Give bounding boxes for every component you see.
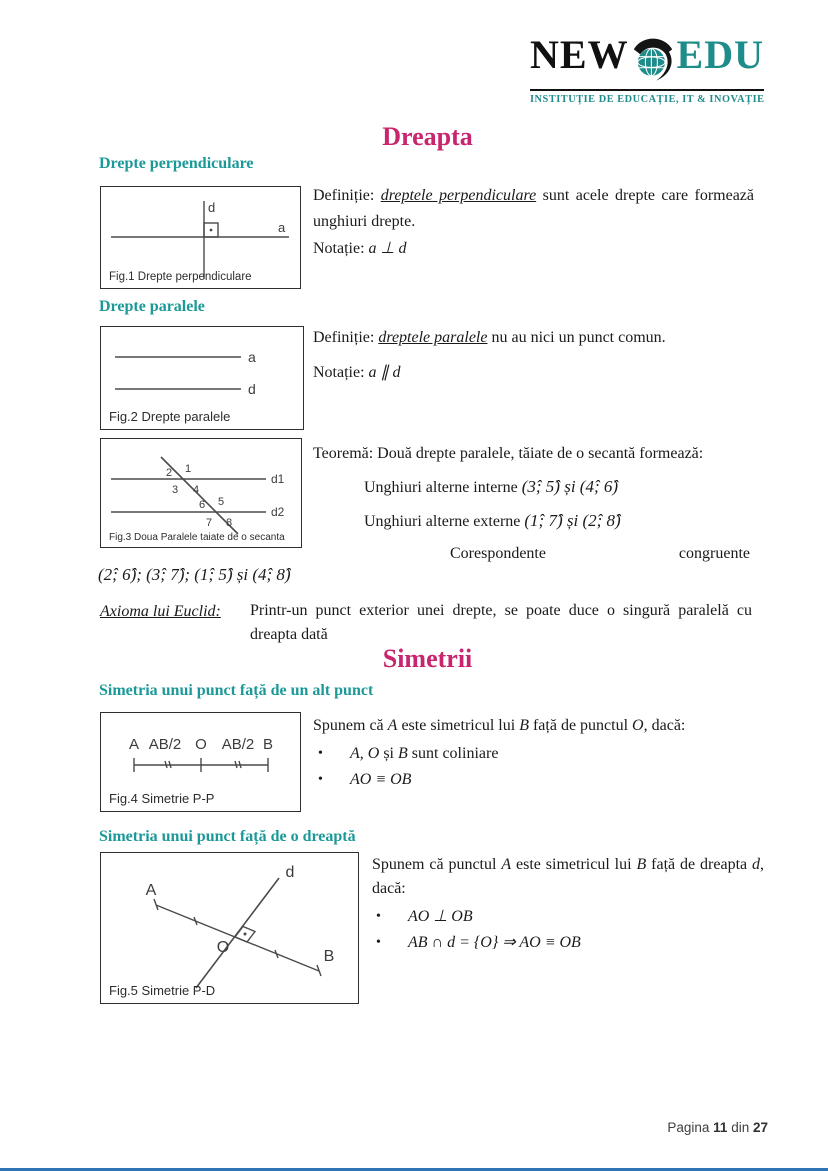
var-AOB: A, O <box>350 745 380 762</box>
heading-simetrie-punct: Simetria unui punct față de un alt punct <box>99 682 374 699</box>
fig5-label-d: d <box>285 864 295 881</box>
angle-3: 3 <box>171 484 179 496</box>
definition-label: Definiție: <box>313 329 379 346</box>
intro-part: este simetricul lui <box>397 717 520 734</box>
footer-separator: din <box>727 1120 753 1135</box>
simetrie-pd-intro <box>372 853 764 901</box>
fig1-label-d: d <box>208 200 216 215</box>
page-footer <box>667 1120 768 1135</box>
angle-1: 1 <box>184 463 192 475</box>
definition-perpendicular <box>313 183 754 235</box>
fig4-caption: Fig.4 Simetrie P-P <box>109 791 215 806</box>
bullet-ao-ob <box>318 768 411 792</box>
page-title-dreapta: Dreapta <box>382 122 473 151</box>
fig4-label-A: A <box>128 736 140 753</box>
bullet-ab-intersect-d <box>376 931 581 955</box>
fig3-label-d1: d1 <box>271 472 285 486</box>
figure-5-simetrie-pd <box>100 852 359 1004</box>
page-title-simetrii: Simetrii <box>382 644 473 673</box>
fig5-lines <box>154 878 321 988</box>
alterne-interne <box>364 474 618 501</box>
right-angle-dot <box>244 933 247 936</box>
heading-drepte-perpendiculare: Drepte perpendiculare <box>99 155 254 172</box>
footer-prefix: Pagina <box>667 1120 714 1135</box>
fig5-label-B: B <box>323 948 335 965</box>
bullet-icon: • <box>376 909 381 924</box>
fig2-caption: Fig.2 Drepte paralele <box>109 409 231 424</box>
angle-2: 2 <box>165 467 173 479</box>
externe-math: (1̂; 7̂) și (2̂; 8̂) <box>524 511 621 530</box>
figure-3-secant <box>100 438 302 548</box>
footer-total-pages: 27 <box>752 1120 768 1135</box>
theorem-text: Teoremă: Două drepte paralele, tăiate de o secantă formează: <box>313 445 704 462</box>
var-A: A <box>501 856 512 873</box>
axiom-label: Axioma lui Euclid: <box>100 603 221 620</box>
intro-part: , dacă: <box>643 717 686 734</box>
alterne-externe <box>364 508 621 535</box>
notation-formula: a ∥ d <box>368 364 401 381</box>
fig4-label-ab2-left: AB/2 <box>148 736 182 753</box>
fig5-labels <box>146 864 335 965</box>
fig5-caption: Fig.5 Simetrie P-D <box>109 983 216 998</box>
logo-word-edu: EDU <box>676 32 764 77</box>
var-B: B <box>519 717 529 734</box>
intro-part: este simetricul lui <box>511 856 637 873</box>
var-d: d <box>752 856 761 873</box>
fig1-label-a: a <box>278 220 286 235</box>
definition-term: dreptele paralele <box>378 329 488 346</box>
bullet-icon: • <box>318 746 323 761</box>
axiom-text: Printr-un punct exterior unei drepte, se poate duce o singură paralelă cu dreapta dată <box>250 602 752 643</box>
simetrie-pp-intro <box>313 713 755 739</box>
right-angle-dot <box>210 229 213 232</box>
externe-label: Unghiuri alterne externe <box>364 513 525 530</box>
fig4-labels <box>129 736 273 753</box>
newedu-logo-icon <box>629 24 677 86</box>
angle-8: 8 <box>225 517 233 529</box>
notation-parallel <box>313 360 401 386</box>
bullet-coliniare <box>318 742 498 766</box>
angle-6: 6 <box>198 499 206 511</box>
fig5-label-O: O <box>216 939 230 956</box>
fig3-diagram <box>101 439 300 545</box>
bullet-ao-perp-ob <box>376 905 473 929</box>
text-part: și <box>379 745 398 762</box>
angle-7: 7 <box>205 517 213 529</box>
logo-divider <box>530 89 764 91</box>
definition-parallel <box>313 325 754 351</box>
bullet-icon: • <box>318 772 323 787</box>
intro-part: , dacă: <box>372 856 765 897</box>
notation-label: Notație: <box>313 240 369 257</box>
definition-rest: sunt acele drepte care formează unghiuri drepte. <box>313 187 754 230</box>
var-B: B <box>398 745 408 762</box>
fig4-segment <box>134 758 268 772</box>
fig5-diagram <box>101 853 357 1001</box>
fig3-caption: Fig.3 Doua Paralele taiate de o secanta <box>109 532 285 543</box>
fig4-label-O: O <box>195 736 207 753</box>
intro-part: Spunem că <box>313 717 388 734</box>
fig1-caption: Fig.1 Drepte perpendiculare <box>109 271 252 283</box>
figure-4-simetrie-pp <box>100 712 301 812</box>
fig4-label-B: B <box>262 736 274 753</box>
figure-1-perpendicular <box>100 186 301 289</box>
bullet-text <box>350 742 498 766</box>
fig5-label-A: A <box>145 882 157 899</box>
fig4-diagram <box>101 713 299 788</box>
intro-part: Spunem că punctul <box>372 856 502 873</box>
bullet-formula: AO ≡ OB <box>350 771 412 788</box>
logo-word-new: NEW <box>530 32 629 77</box>
interne-math: (3̂; 5̂) și (4̂; 6̂) <box>521 477 619 496</box>
angle-4: 4 <box>192 484 200 496</box>
newedu-logo <box>530 24 764 105</box>
definition-rest: nu au nici un punct comun. <box>487 329 666 346</box>
figure-2-parallel <box>100 326 304 430</box>
var-O: O <box>632 717 644 734</box>
notation-perpendicular <box>313 236 406 262</box>
bullet-formula: AB ∩ d = {O} ⇒ AO ≡ OB <box>408 934 581 951</box>
fig2-label-d: d <box>248 381 256 397</box>
footer-page-number: 11 <box>713 1120 728 1135</box>
logo-tagline: INSTITUȚIE DE EDUCAȚIE, IT & INOVAȚIE <box>530 94 765 105</box>
intro-part: față de punctul <box>528 717 633 734</box>
text-part: sunt coliniare <box>407 745 499 762</box>
corespondente-pairs: (2̂; 6̂); (3̂; 7̂); (1̂; 5̂) și (4̂; 8̂) <box>98 565 291 584</box>
var-B: B <box>636 856 647 873</box>
congruente-word: congruente <box>678 545 750 562</box>
definition-term: dreptele perpendiculare <box>380 187 537 204</box>
fig2-lines <box>115 357 241 389</box>
corespondente-word: Corespondente <box>450 545 546 562</box>
fig4-label-ab2-right: AB/2 <box>221 736 255 753</box>
bullet-formula: AO ⊥ OB <box>408 908 473 925</box>
bullet-icon: • <box>376 935 381 950</box>
var-A: A <box>387 717 398 734</box>
fig1-lines <box>111 201 289 279</box>
interne-label: Unghiuri alterne interne <box>364 479 522 496</box>
heading-drepte-paralele: Drepte paralele <box>99 298 205 315</box>
fig3-label-d2: d2 <box>271 505 285 519</box>
intro-part: față de dreapta <box>646 856 753 873</box>
heading-simetrie-dreapta: Simetria unui punct față de o dreaptă <box>99 828 356 845</box>
notation-label: Notație: <box>313 364 369 381</box>
fig2-label-a: a <box>248 349 256 365</box>
definition-label: Definiție: <box>313 187 381 204</box>
notation-formula: a ⊥ d <box>368 240 407 257</box>
globe-icon <box>637 49 664 76</box>
angle-5: 5 <box>217 496 225 508</box>
